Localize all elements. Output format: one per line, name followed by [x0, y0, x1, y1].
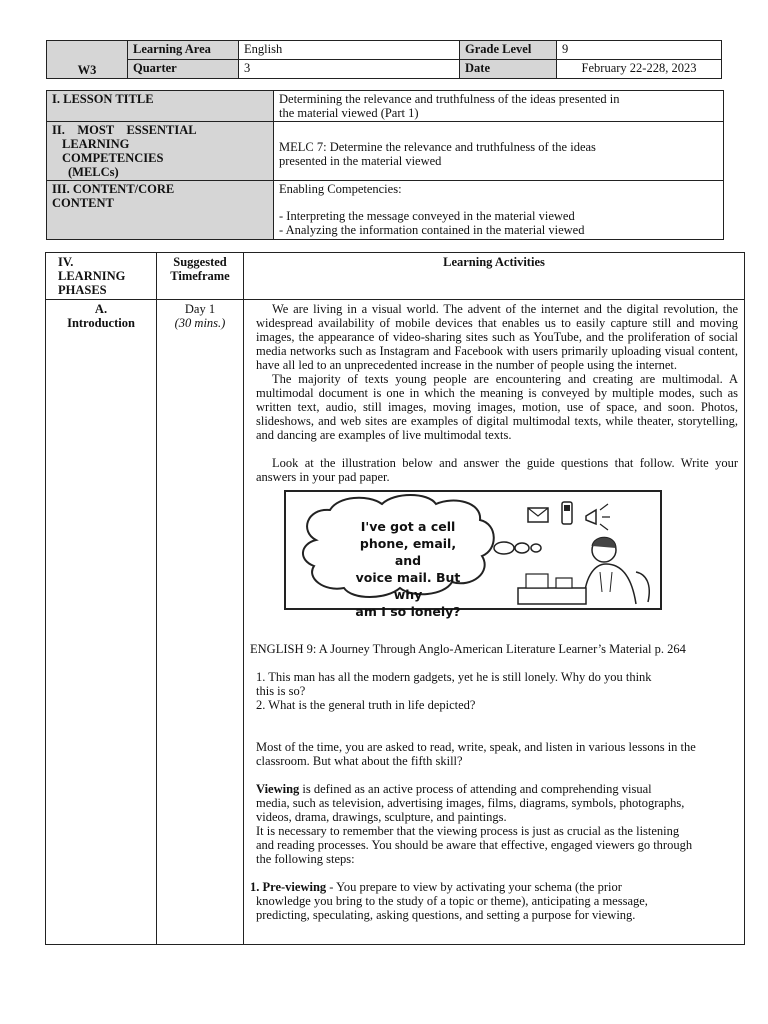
viewing-line1: is defined as an active process of attending and comprehending visual [299, 782, 652, 796]
grade-level-label: Grade Level [460, 41, 557, 60]
activities-header: Learning Activities [244, 253, 745, 300]
date-value: February 22-228, 2023 [557, 60, 722, 79]
content-label [47, 181, 274, 240]
date-label: Date [460, 60, 557, 79]
timeframe-header [157, 253, 244, 300]
minutes-label: (30 mins.) [174, 316, 226, 330]
timeframe-header-line1: Suggested [173, 255, 227, 269]
melc-value [274, 122, 724, 181]
paragraph-instructions: Look at the illustration below and answer the guide questions that follow. Write your answers in your pad paper. [256, 456, 738, 484]
melc-label-line3: COMPETENCIES [62, 151, 164, 165]
pre-viewing-line1: - You prepare to view by activating your schema (the prior [326, 880, 622, 894]
timeframe-header-line2: Timeframe [170, 269, 230, 283]
learning-area-label: Learning Area [128, 41, 239, 60]
viewing-line6: the following steps: [256, 852, 355, 866]
bubble-line3: voice mail. But why [355, 570, 461, 602]
pre-viewing-step [250, 880, 738, 894]
content-label-line1: III. CONTENT/CORE [52, 182, 175, 196]
lonely-man-illustration [284, 490, 662, 619]
viewing-line5: and reading processes. You should be aware that effective, engaged viewers go through [256, 838, 693, 852]
thought-bubble-text [348, 518, 468, 620]
lesson-title-line2: the material viewed (Part 1) [279, 106, 419, 120]
timeframe-cell [157, 300, 244, 945]
illustration-drawing [286, 492, 660, 608]
phases-header-line1: IV. [58, 255, 74, 269]
paragraph-multimodal: The majority of texts young people are encountering and creating are multimodal. A multimodal document is one in which the meaning is conveyed by multiple modes, such as written text, audio, still images, moving images, motion, use of space, and soon. Photos, slideshows, and web sites are examples of digital multimodal texts, while theater, storytelling, and dancing are examples of live multimodal texts. [256, 372, 738, 442]
melc-label [47, 122, 274, 181]
phase-letter: A. [94, 302, 108, 316]
question-2: 2. What is the general truth in life depicted? [256, 698, 476, 712]
lesson-title-line1: Determining the relevance and truthfulness of the ideas presented in [279, 92, 620, 106]
source-citation: ENGLISH 9: A Journey Through Anglo-American Literature Learner’s Material p. 264 [250, 642, 686, 656]
pre-viewing-line3: predicting, speculating, asking questions, and setting a purpose for viewing. [256, 908, 636, 922]
lesson-title-value [274, 91, 724, 122]
phases-header-line3: PHASES [58, 283, 107, 297]
quarter-value: 3 [239, 60, 460, 79]
lesson-table [46, 90, 724, 240]
content-value [274, 181, 724, 240]
viewing-definition [256, 782, 738, 796]
bubble-line2: phone, email, and [359, 536, 457, 568]
enabling-item-1: - Interpreting the message conveyed in the material viewed [279, 209, 575, 223]
viewing-line3: videos, drama, drawings, sculpture, and paintings. [256, 810, 507, 824]
phases-header [46, 253, 157, 300]
pre-viewing-label: 1. Pre-viewing [250, 880, 327, 894]
content-label-line2: CONTENT [52, 196, 114, 210]
grade-level-value: 9 [557, 41, 722, 60]
phase-cell [46, 300, 157, 945]
melc-label-line1: II. MOST ESSENTIAL [52, 123, 197, 137]
phases-header-line2: LEARNING [58, 269, 126, 283]
melc-line2: presented in the material viewed [279, 153, 442, 168]
question-1-line2: this is so? [256, 684, 306, 698]
enabling-heading: Enabling Competencies: [279, 182, 402, 196]
learning-area-value: English [239, 41, 460, 60]
viewing-term: Viewing [256, 782, 300, 796]
lesson-title-label: I. LESSON TITLE [47, 91, 274, 122]
bubble-line4: am I so lonely? [355, 604, 461, 619]
quarter-label: Quarter [128, 60, 239, 79]
viewing-line2: media, such as television, advertising images, films, diagrams, symbols, photographs, [256, 796, 685, 810]
header-table [46, 40, 722, 79]
paragraph-fifth-skill: Most of the time, you are asked to read, write, speak, and listen in various lessons in the classroom. But what about the fifth skill? [256, 740, 696, 768]
pre-viewing-line2: knowledge you bring to the study of a topic or theme), anticipating a message, [256, 894, 648, 908]
week-label: W3 [77, 63, 97, 77]
melc-line1: MELC 7: Determine the relevance and truthfulness of the ideas [279, 139, 596, 154]
bubble-line1: I've got a cell [360, 519, 456, 534]
question-1-line1: 1. This man has all the modern gadgets, yet he is still lonely. Why do you think [256, 670, 652, 684]
paragraph-visual-world: We are living in a visual world. The advent of the internet and the digital revolution, the widespread availability of mobile devices that enables us to easily capture still and moving images, the appearance of video-sharing sites such as YouTube, and the proliferation of social media networks such as Instagram and Facebook with users primarily uploading visual content, have all led to an unprecedented increase in the number of people using the internet. [256, 302, 738, 372]
viewing-line4: It is necessary to remember that the viewing process is just as crucial as the listening [256, 824, 680, 838]
melc-label-line2: LEARNING [62, 137, 130, 151]
activities-table [45, 252, 745, 945]
enabling-item-2: - Analyzing the information contained in the material viewed [279, 223, 585, 237]
week-cell [47, 41, 128, 79]
melc-label-line4: (MELCs) [68, 165, 119, 179]
activities-cell [244, 300, 745, 945]
phase-name: Introduction [67, 316, 135, 330]
day-label: Day 1 [184, 302, 216, 316]
